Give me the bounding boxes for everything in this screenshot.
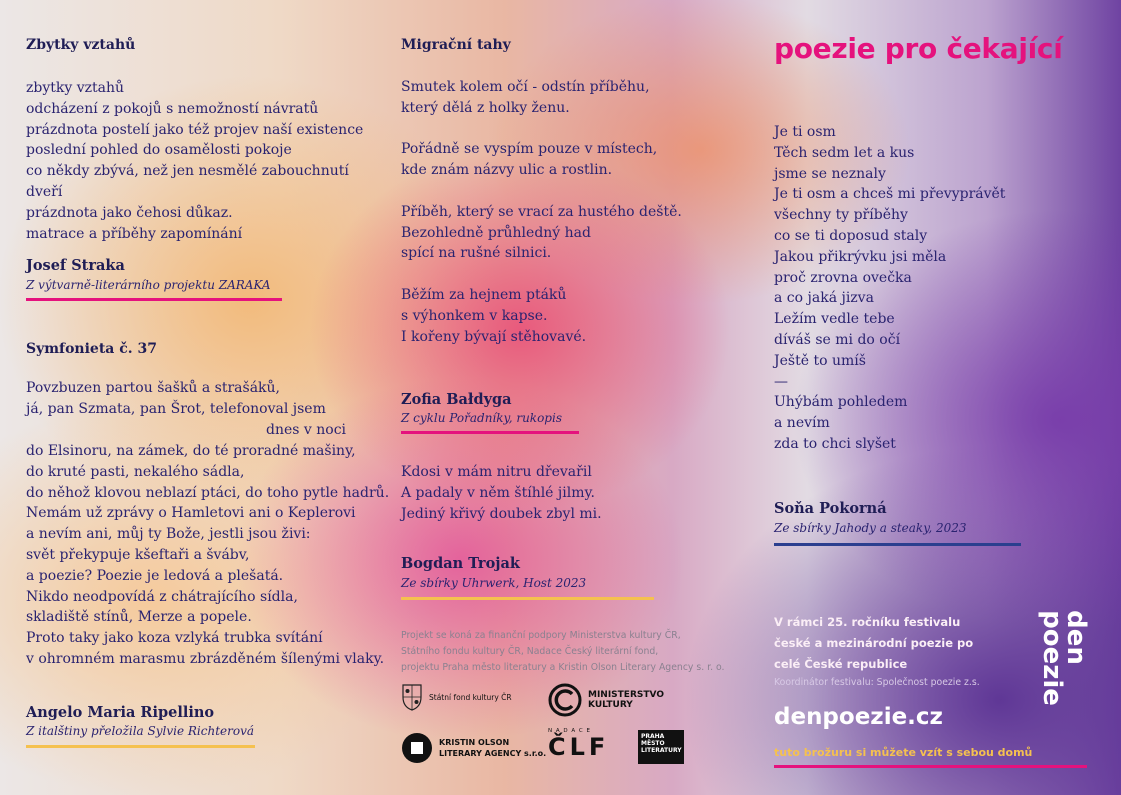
logo-label: ČLF (548, 733, 610, 761)
logo-nadace-clf (548, 728, 618, 764)
poem-author: Angelo Maria Ripellino (26, 704, 215, 721)
page-heading: poezie pro čekající (774, 32, 1063, 65)
logo-label: KRISTIN OLSON LITERARY AGENCY s.r.o. (439, 738, 547, 758)
logo-ministerstvo-kultury (548, 683, 664, 717)
poem-title: Zbytky vztahů (26, 37, 136, 53)
poem-source: Ze sbírky Jahody a steaky, 2023 (774, 521, 967, 535)
underline-bar (774, 765, 1087, 768)
poem-text: Kdosi v mám nitru dřevařil A padaly v něm štíhlé jilmy. Jediný křivý doubek zbyl mi. (401, 464, 602, 522)
logo-praha-mesto-literatury (638, 730, 684, 764)
poem-source: Ze sbírky Uhrwerk, Host 2023 (401, 576, 587, 590)
logo-statni-fond-kultury (401, 683, 512, 711)
poem-source: Z italštiny přeložila Sylvie Richterová (26, 724, 255, 738)
poem-text: Povzbuzen partou šašků a strašáků, já, pan Szmata, pan Šrot, telefonoval jsem (26, 380, 326, 417)
poem-source: Z výtvarně-literárního projektu ZARAKA (26, 278, 271, 292)
kristin-olson-icon (401, 732, 433, 764)
take-home-note: tuto brožuru si můžete vzít s sebou domů (774, 746, 1033, 759)
underline-bar (774, 543, 1021, 546)
poem-author: Zofia Bałdyga (401, 391, 512, 408)
poem-title: Symfonieta č. 37 (26, 341, 157, 357)
festival-info: V rámci 25. ročníku festivalu české a mezinárodní poezie po celé České republice (774, 615, 974, 671)
poem-author: Soňa Pokorná (774, 500, 887, 517)
underline-bar (401, 597, 654, 600)
logo-label: PRAHA MĚSTO LITERATURY (641, 733, 682, 754)
funding-note: Projekt se koná za finanční podpory Ministerstva kultury ČR, Státního fondu kultury ČR, Nadace Český literární fond, projektu Praha město literatury a Kristin Olson Literary Agency s. r. o. (401, 630, 725, 673)
logo-poezie: poezie (1037, 610, 1067, 706)
logo-label: N A D A C E (548, 728, 591, 734)
poem-text: Je ti osm Těch sedm let a kus jsme se neznaly Je ti osm a chceš mi převyprávět všechny ty příběhy co se ti doposud staly Jakou přikrývku jsi měla proč zrovna ovečka a co jaká jizva Ležím vedle tebe díváš se mi do očí Ještě to umíš — Uhýbám pohledem a nevím zda to chci slyšet (774, 124, 1006, 452)
coat-of-arms-icon (401, 683, 423, 711)
underline-bar (26, 298, 282, 301)
website-link[interactable]: denpoezie.cz (774, 704, 943, 730)
poem-author: Bogdan Trojak (401, 555, 520, 572)
poem-text: dnes v noci (266, 422, 347, 438)
poem-text: Smutek kolem očí - odstín příběhu, který dělá z holky ženu. Pořádně se vyspím pouze v místech, kde znám názvy ulic a rostlin. Příběh, který se vrací za hustého deště. Bezohledně průhledný had spící na rušné silnici. Běžím za hejnem ptáků s výhonkem v kapse. I kořeny bývají stěhovavé. (401, 79, 682, 345)
poem-author: Josef Straka (26, 257, 125, 274)
poem-title: Migrační tahy (401, 37, 511, 53)
poem-text: zbytky vztahů odcházení z pokojů s nemožností návratů prázdnota postelí jako též projev naší existence poslední pohled do osamělosti pokoje co někdy zbývá, než jen nesmělé zabouchnutí dveří prázdnota jako čehosi důkaz. matrace a příběhy zapomínání (26, 80, 364, 242)
underline-bar (401, 431, 579, 434)
ministry-c-icon (548, 683, 582, 717)
underline-bar (26, 745, 255, 748)
logo-label: Státní fond kultury ČR (429, 692, 512, 702)
poem-source: Z cyklu Pořadníky, rukopis (401, 411, 562, 425)
logo-kristin-olson (401, 732, 546, 764)
logo-label: MINISTERSTVO KULTURY (588, 690, 664, 710)
den-poezie-logo (1036, 612, 1092, 704)
logo-den: den (1061, 610, 1091, 665)
festival-coordinator: Koordinátor festivalu: Společnost poezie z.s. (774, 677, 980, 688)
poem-text: do Elsinoru, na zámek, do té proradné mašiny, do kruté pasti, nekalého sádla, do něhož klovou neblazí ptáci, do toho pytle hadrů. Nemám už zprávy o Hamletovi ani o Keplerovi a nevím ani, můj ty Bože, jestli jsou živi: svět překypuje kšeftaři a švábv, a poezie? Poezie je ledová a plešatá. Nikdo neodpovídá z chátrajícího sídla, skladiště stínů, Merze a popele. Proto taky jako koza vzlyká trubka svítání v ohromném marasmu zbrázděném šílenými vlaky. (26, 443, 390, 667)
